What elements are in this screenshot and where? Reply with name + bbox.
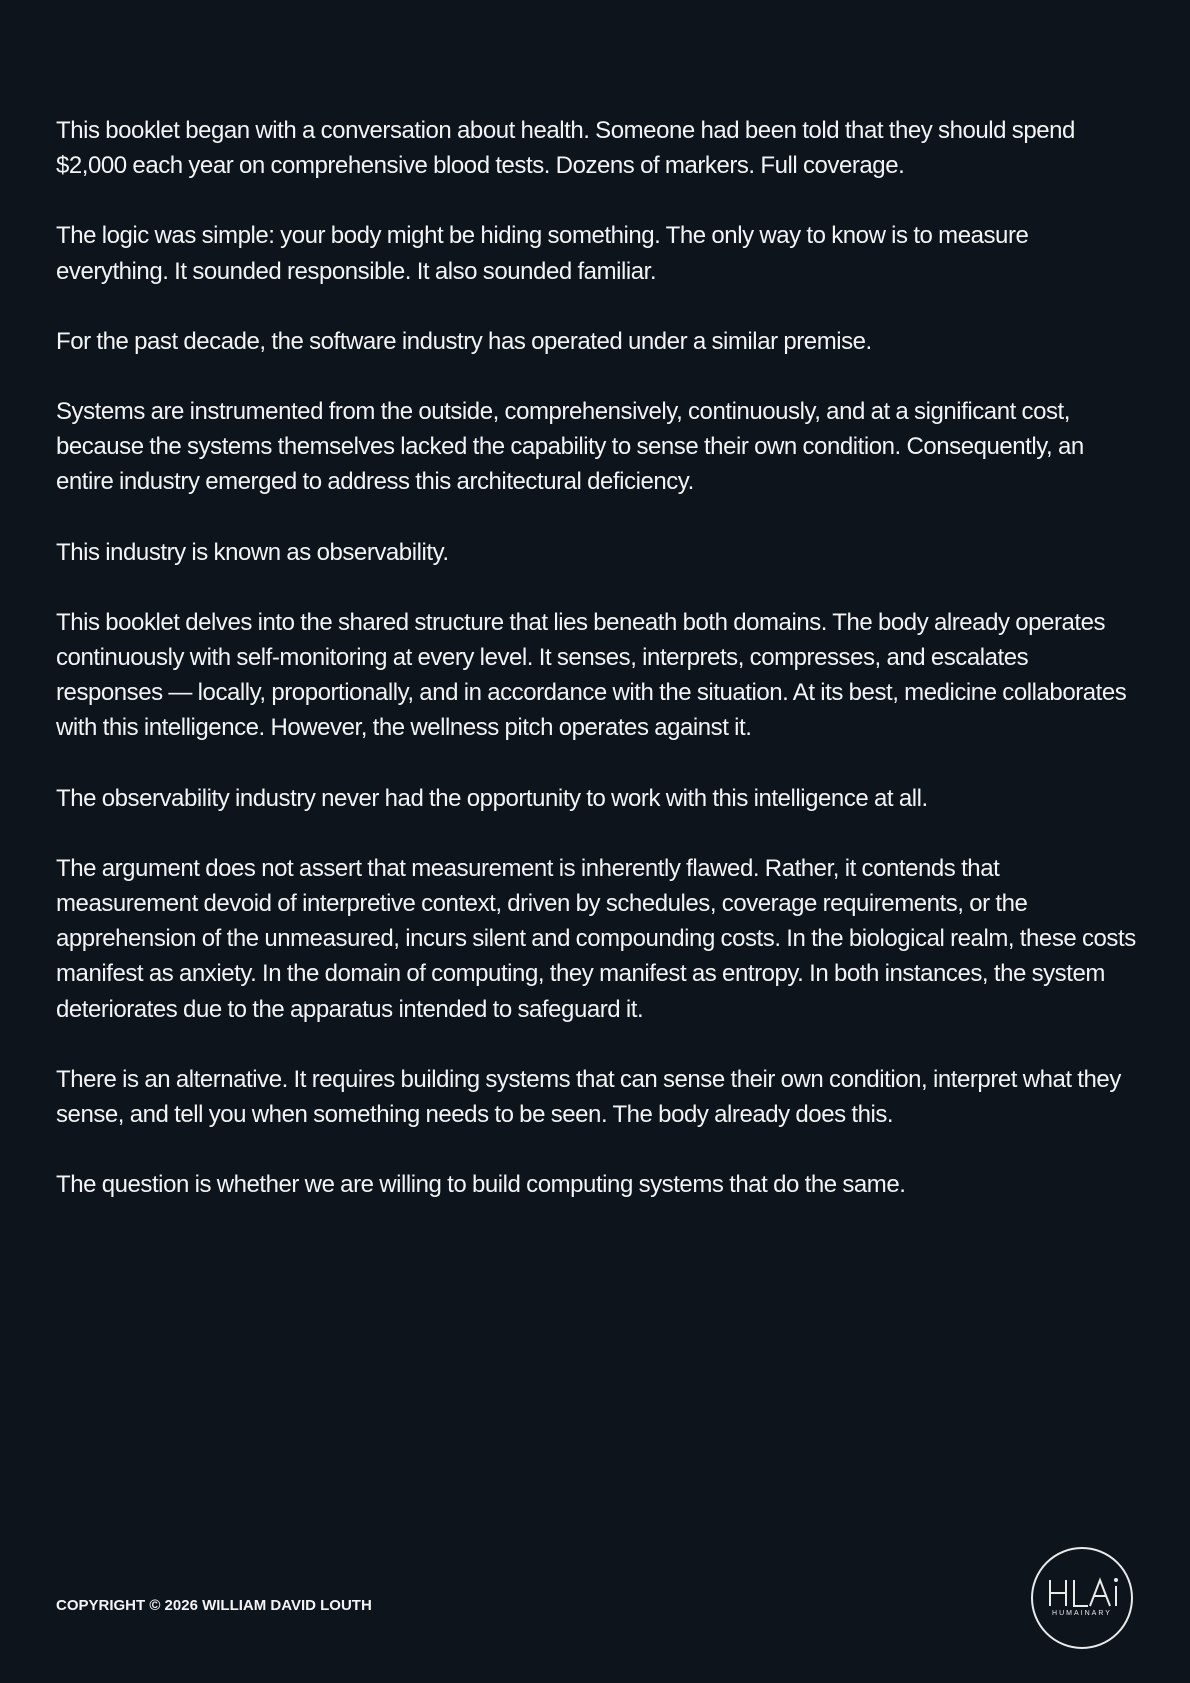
- humainary-logo: [1030, 1546, 1134, 1650]
- paragraph-3: For the past decade, the software industry has operated under a similar premise.: [56, 327, 872, 355]
- paragraph-5: This industry is known as observability.: [56, 538, 449, 566]
- copyright-notice: COPYRIGHT © 2026 WILLIAM DAVID LOUTH: [56, 1597, 372, 1614]
- paragraph-4: Systems are instrumented from the outside, comprehensively, continuously, and at a significant cost, because the systems themselves lacked the capability to sense their own condition. Consequently, an entire industry emerged to address this architectural deficiency.: [56, 398, 1084, 496]
- paragraph-7: The observability industry never had the opportunity to work with this intelligence at all.: [56, 784, 928, 812]
- paragraph-6: This booklet delves into the shared structure that lies beneath both domains. The body already operates continuously with self-monitoring at every level. It senses, interprets, compresses, and escalates responses — locally, proportionally, and in accordance with the situation. At its best, medicine collaborates with this intelligence. However, the wellness pitch operates against it.: [56, 608, 1127, 742]
- paragraph-8: The argument does not assert that measurement is inherently flawed. Rather, it contends that measurement devoid of interpretive context, driven by schedules, coverage requirements, or the apprehension of the unmeasured, incurs silent and compounding costs. In the biological realm, these costs manifest as anxiety. In the domain of computing, they manifest as entropy. In both instances, the system deteriorates due to the apparatus intended to safeguard it.: [56, 854, 1136, 1023]
- booklet-body: [56, 113, 1136, 1237]
- paragraph-2: The logic was simple: your body might be hiding something. The only way to know is to measure everything. It sounded responsible. It also sounded familiar.: [56, 222, 1029, 285]
- logo-mark-icon: [1030, 1546, 1134, 1650]
- paragraph-9: There is an alternative. It requires building systems that can sense their own condition, interpret what they sense, and tell you when something needs to be seen. The body already does this.: [56, 1065, 1121, 1129]
- paragraph-10: The question is whether we are willing to build computing systems that do the same.: [56, 1171, 906, 1199]
- paragraph-1: This booklet began with a conversation about health. Someone had been told that they should spend $2,000 each year on comprehensive blood tests. Dozens of markers. Full coverage.: [56, 117, 1075, 180]
- logo-wordmark: HUMAINARY: [1052, 1610, 1112, 1617]
